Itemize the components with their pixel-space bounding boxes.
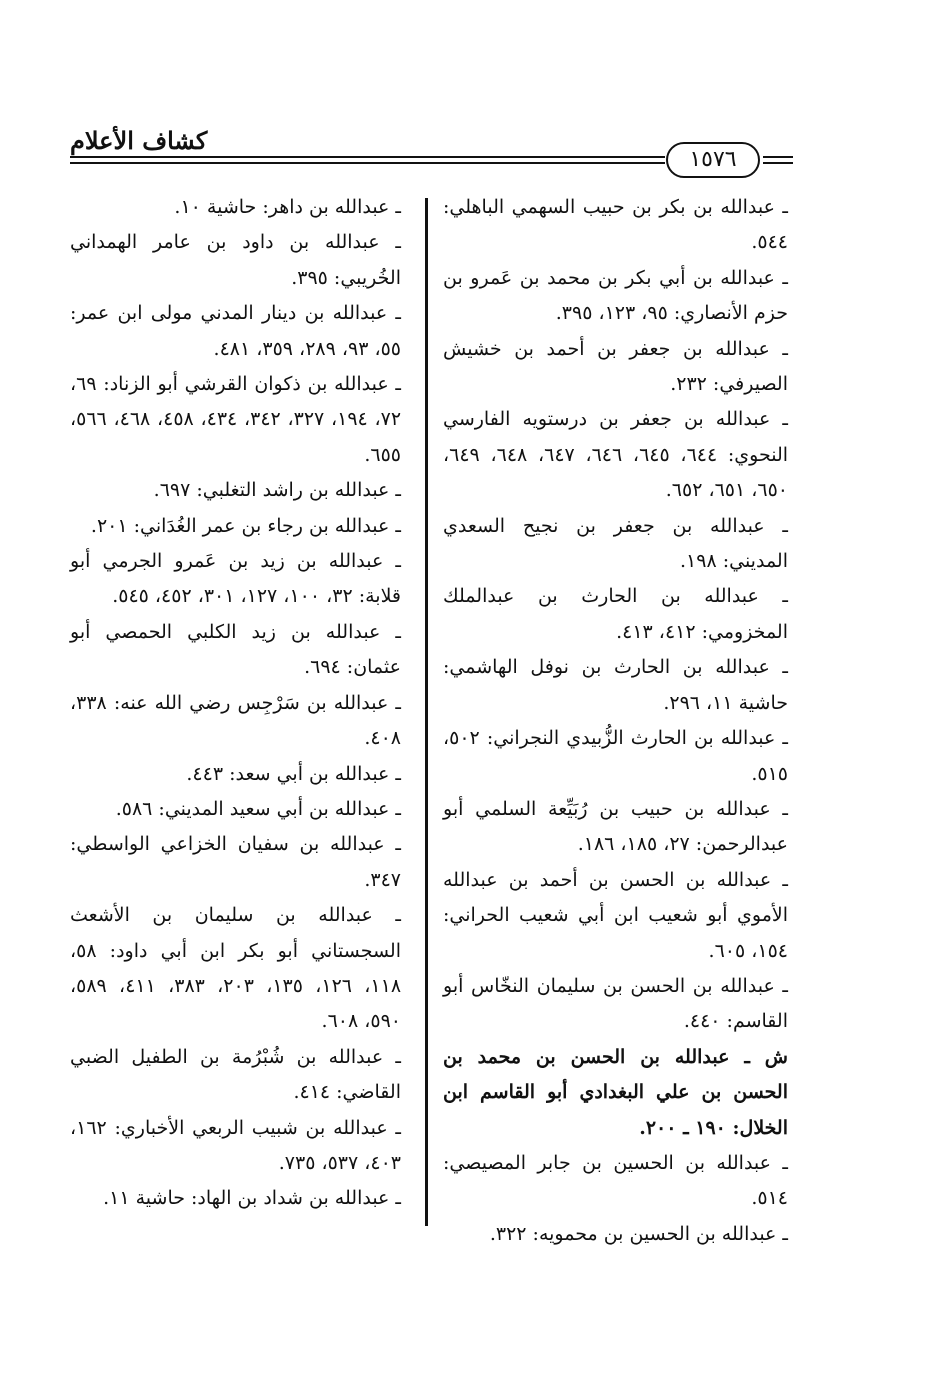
header-rule-top	[70, 156, 665, 158]
index-entry: ـ عبدالله بن رجاء بن عمر الغُدَاني: ٢٠١.	[90, 514, 401, 537]
index-entry: ـ عبدالله بن داهر: حاشية ١٠.	[174, 196, 401, 218]
index-entry: ـ عبدالله بن زيد الكلبي الحمصي أبو عثمان: ٦٩٤.	[70, 620, 401, 679]
index-entry: ـ عبدالله بن الحارث الزُّبيدي النجراني: ٥٠٢، ٥١٥.	[443, 727, 788, 785]
index-entry: ـ عبدالله بن جعفر بن أحمد بن خشيش الصيرفي: ٢٣٢.	[443, 337, 788, 396]
index-entry: ـ عبدالله بن حبيب بن رُبَيِّعة السلمي أبو عبدالرحمن: ٢٧، ١٨٥، ١٨٦.	[443, 797, 788, 856]
index-entry: ـ عبدالله بن الحسين بن محمويه: ٣٢٢.	[489, 1222, 788, 1245]
index-entry: ـ عبدالله بن أبي بكر بن محمد بن عَمرو بن حزم الأنصاري: ٩٥، ١٢٣، ٣٩٥.	[443, 266, 788, 325]
index-entry: ـ عبدالله بن جعفر بن نجيح السعدي المديني: ١٩٨.	[443, 514, 788, 573]
index-entry: ـ عبدالله بن شُبْرُمة بن الطفيل الضبي القاضي: ٤١٤.	[70, 1045, 401, 1104]
index-entry: ـ عبدالله بن الحسين بن جابر المصيصي: ٥١٤.	[443, 1151, 788, 1210]
index-entry: ـ عبدالله بن شبيب الربعي الأخباري: ١٦٢، ٤٠٣، ٥٣٧، ٧٣٥.	[70, 1116, 401, 1174]
index-entry: ـ عبدالله بن راشد التغلبي: ٦٩٧.	[153, 479, 401, 502]
index-entry: ـ عبدالله بن سَرْجِس رضي الله عنه: ٣٣٨، ٤٠٨.	[70, 691, 401, 750]
index-entry: ش ـ عبدالله بن الحسن بن محمد بن الحسن بن علي البغدادي أبو القاسم ابن الخلال: ١٩٠ ـ ٢٠٠.	[443, 1045, 788, 1139]
index-entry: ـ عبدالله بن شداد بن الهاد: حاشية ١١.	[103, 1187, 401, 1210]
index-entry: ـ عبدالله بن الحسن بن أحمد بن عبدالله الأموي أبو شعيب ابن أبي شعيب الحراني: ١٥٤، ٦٠٥.	[443, 868, 788, 962]
index-entry: ـ عبدالله بن جعفر بن درستويه الفارسي النحوي: ٦٤٤، ٦٤٥، ٦٤٦، ٦٤٧، ٦٤٨، ٦٤٩، ٦٥٠، ٦٥١، ٦٥٢.	[443, 408, 789, 502]
header-rule-bottom	[70, 162, 665, 164]
page-number: ١٥٧٦	[666, 142, 760, 178]
index-entry: ـ عبدالله بن الحارث بن عبدالملك المخزومي: ٤١٢، ٤١٣.	[443, 585, 788, 643]
index-entry: ـ عبدالله بن الحسن بن سليمان النخّاس أبو القاسم: ٤٤٠.	[443, 974, 788, 1033]
left-column	[70, 190, 425, 1217]
index-entry: ـ عبدالله بن الحارث بن نوفل الهاشمي: حاشية ١١، ٢٩٦.	[443, 656, 788, 714]
header-rule-right-bottom	[763, 162, 793, 164]
right-column	[425, 190, 788, 1252]
header-rule-right-top	[763, 156, 793, 158]
index-entry: ـ عبدالله بن بكر بن حبيب السهمي الباهلي: ٥٤٤.	[443, 196, 788, 254]
index-entry: ـ عبدالله بن سليمان بن الأشعث السجستاني أبو بكر ابن أبي داود: ٥٨، ١١٨، ١٢٦، ١٣٥، ٢٠٣، ٣٨٣، ٤١١، ٥٨٩، ٥٩٠، ٦٠٨.	[70, 904, 402, 1033]
page-title: كشاف الأعلام	[70, 126, 208, 155]
index-entry: ـ عبدالله بن داود بن عامر الهمداني الخُريبي: ٣٩٥.	[70, 231, 401, 289]
index-entry: ـ عبدالله بن أبي سعد: ٤٤٣.	[186, 762, 401, 785]
index-entry: ـ عبدالله بن دينار المدني مولى ابن عمر: ٥٥، ٩٣، ٢٨٩، ٣٥٩، ٤٨١.	[70, 302, 401, 360]
index-entry: ـ عبدالله بن زيد بن عَمرو الجرمي أبو قلابة: ٣٢، ١٠٠، ١٢٧، ٣٠١، ٤٥٢، ٥٤٥.	[70, 550, 401, 608]
index-entry: ـ عبدالله بن ذكوان القرشي أبو الزناد: ٦٩، ٧٢، ١٩٤، ٣٢٧، ٣٤٢، ٤٣٤، ٤٥٨، ٤٦٨، ٥٦٦، ٦٥٥.	[70, 373, 402, 466]
index-entry: ـ عبدالله بن سفيان الخزاعي الواسطي: ٣٤٧.	[70, 833, 401, 891]
column-divider	[425, 198, 428, 1226]
index-entry: ـ عبدالله بن أبي سعيد المديني: ٥٨٦.	[115, 797, 401, 820]
